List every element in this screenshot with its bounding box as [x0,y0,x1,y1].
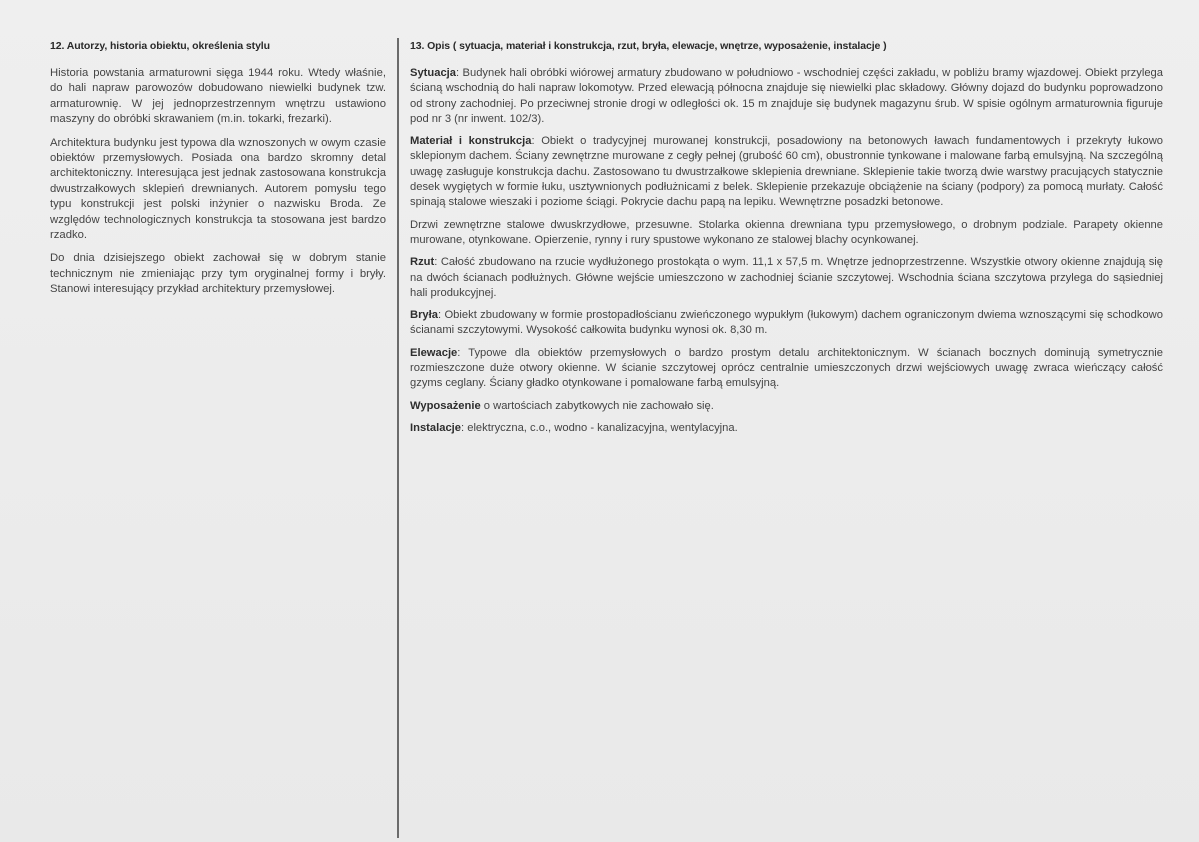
material-text: : Obiekt o tradycyjnej murowanej konstrukcji, posadowiony na betonowych ławach fundamentowych i przekryty łukowo sklepionym dachem. Ściany zewnętrzne murowane z cegły pełnej (grubość 60 cm), obustronnie tynkowane i malowane farbą emulsyjną. Na szczególną uwagę zasługuje konstrukcja dachu. Zastosowano tu dwustrzałkowe sklepienia drewniane. Sklepienie takie tworzą dwie warstwy pracujących statycznie desek wygiętych w formie łuku, usztywnionych podłużnicami z belek. Sklepienie przekazuje obciążenie na ściany (podpory) za pomocą murłaty. Całość spinają stalowe wieszaki i poziome ściągi. Pokrycie dachu papą na lepiku. Wewnętrzne posadzki betonowe. [410,135,1164,209]
right-column [410,40,1163,443]
history-paragraph-2: Architektura budynku jest typowa dla wznoszonych w owym czasie obiektów przemysłowych. Posiada ona bardzo skromny detal architektoniczny. Interesująca jest jednak zastosowana konstrukcja dwustrzałkowych sklepień drewnianych. Autorem pomysłu tego typu konstrukcji jest polski inżynier o nazwisku Broda. Ze względów technologicznych konstrukcja ta stosowana jest bardzo rzadko. [50,136,386,242]
elevations-label: Elewacje [410,346,458,359]
installations-label: Instalacje [410,421,461,434]
material-paragraph [410,134,1163,210]
section-12-heading: 12. Autorzy, historia obiektu, określenia stylu [50,40,270,52]
massing-paragraph [410,308,1163,339]
massing-text: : Obiekt zbudowany w formie prostopadłościanu zwieńczonego wypukłym (łukowym) dachem ograniczonym dwiema wznoszącymi się schodkowo ścianami szczytowymi. Wysokość całkowita budynku wynosi ok. 8,30 m. [410,309,1163,337]
plan-text: : Całość zbudowano na rzucie wydłużonego prostokąta o wym. 11,1 x 57,5 m. Wnętrze jednoprzestrzenne. Wszystkie otwory okienne znajdują się na dwóch ścianach podłużnych. Główne wejście umieszczono w zachodniej ścianie szczytowej. Wschodnia ściana szczytowa przylega do sąsiedniej hali produkcyjnej. [410,256,1163,299]
doors-windows-paragraph [410,218,1163,249]
situation-text: : Budynek hali obróbki wiórowej armatury zbudowano w południowo - wschodniej części zakładu, w pobliżu bramy wjazdowej. Obiekt przylega ścianą wschodnią do hali napraw lokomotyw. Przed elewacją północna znajduje się niewielki plac składowy. Główny dojazd do budynku poprowadzono od strony zachodniej. Po przeciwnej stronie drogi w odległości ok. 15 m znajduje się budynek magazynu śrub. W spisie ogólnym armaturownia figuruje pod nr 3 (nr inwent. 102/3). [410,67,1163,125]
equipment-label: Wyposażenie [410,399,481,412]
equipment-text: o wartościach zabytkowych nie zachowało się. [480,399,714,412]
situation-label: Sytuacja [410,67,457,79]
elevations-text: : Typowe dla obiektów przemysłowych o bardzo prostym detalu architektonicznym. W ścianach bocznych dominują symetrycznie rozmieszczone duże otwory okienne. W ścianie szczytowej oprócz centralnie umieszczonych drzwi wejściowych uwagę zwraca wieńczący całość gzyms ceglany. Ściany gładko otynkowane i pomalowane farbą emulsyjną. [410,346,1163,390]
left-column [50,40,386,306]
situation-paragraph [410,66,1163,127]
elevations-paragraph [410,346,1163,392]
installations-text: : elektryczna, c.o., wodno - kanalizacyjna, wentylacyjna. [461,421,738,434]
plan-paragraph [410,255,1163,301]
history-paragraph-3: Do dnia dzisiejszego obiekt zachował się w dobrym stanie technicznym nie zmieniając przy tym oryginalnej formy i bryły. Stanowi interesujący przykład architektury przemysłowej. [50,252,386,296]
equipment-paragraph [410,399,1163,414]
doors-windows-text: Drzwi zewnętrzne stalowe dwuskrzydłowe, przesuwne. Stolarka okienna drewniana typu przemysłowego, o drobnym podziale. Parapety okienne murowane, otynkowane. Opierzenie, rynny i rury spustowe wykonano ze stalowej blachy ocynkowanej. [410,218,1163,246]
massing-label: Bryła [410,309,438,322]
installations-paragraph [410,421,1163,436]
history-paragraph-1: Historia powstania armaturowni sięga 1944 roku. Wtedy właśnie, do hali napraw parowozów dobudowano niewielki budynek tzw. armaturownię. W jej jednoprzestrzennym wnętrzu ustawiono maszyny do obróbki skrawaniem (m.in. tokarki, frezarki). [50,67,386,126]
material-label: Materiał i konstrukcja [410,135,532,148]
plan-label: Rzut [410,256,435,269]
column-divider [397,38,399,838]
section-13-heading: 13. Opis ( sytuacja, materiał i konstrukcja, rzut, bryła, elewacje, wnętrze, wyposażenie, instalacje ) [410,40,887,52]
